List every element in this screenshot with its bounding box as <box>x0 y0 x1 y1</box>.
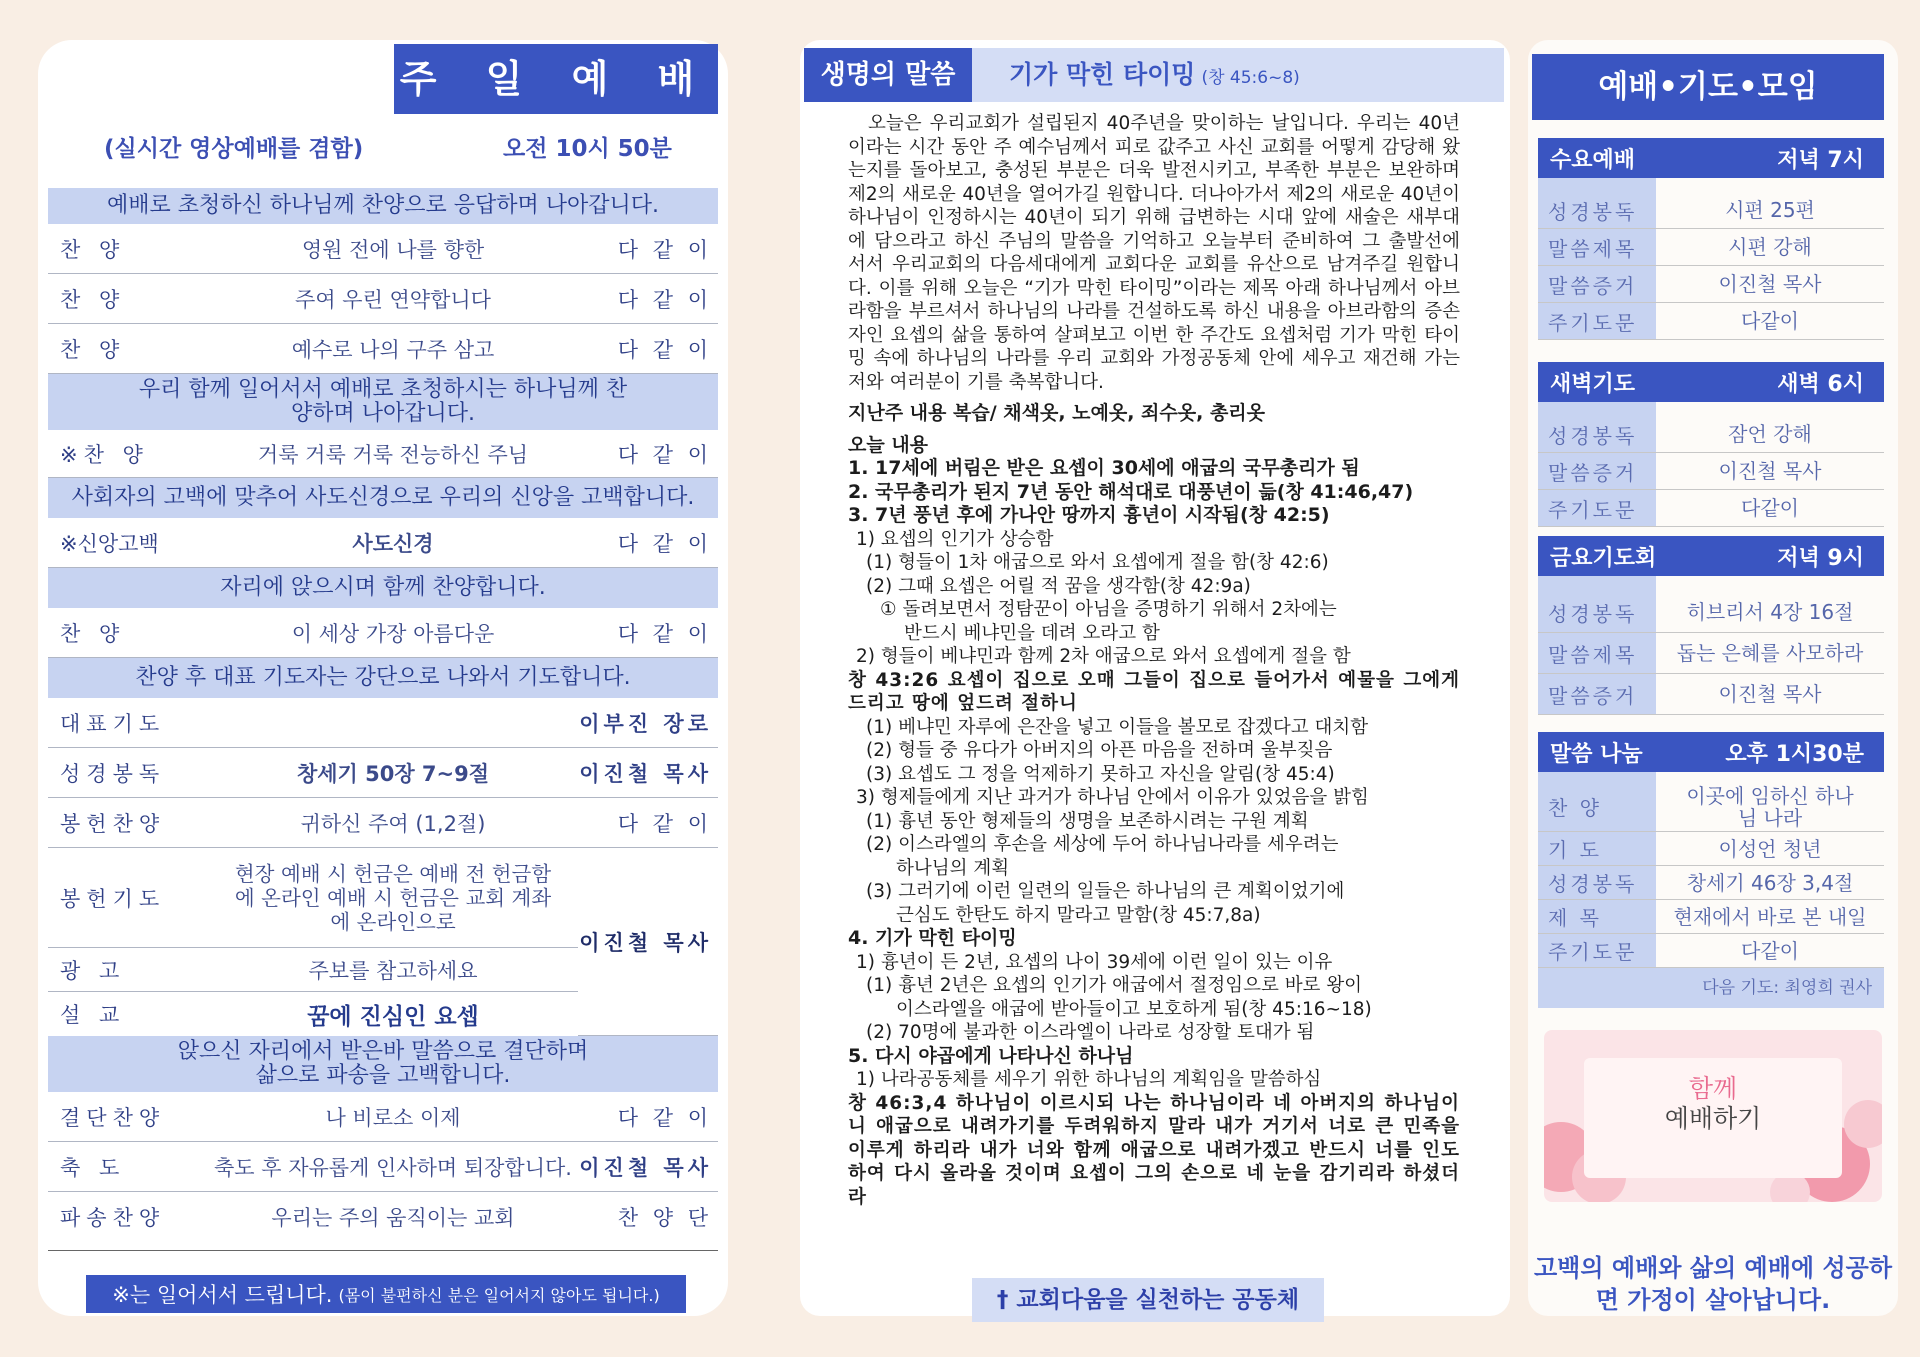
sermon-panel <box>800 40 1510 1316</box>
scripture-quote: 창 46:3,4 하나님이 이르시되 나는 하나님이라 네 아버지의 하나님이니 애굽으로 내려가기를 두려워하지 말라 내가 거기서 너로 큰 민족을 이루게 하리라 내가 너와 함께 애굽으로 내려가겠고 반드시 너를 인도하여 다시 올라올 것이며 요셉이 그의 손으로 네 눈을 감기리라 하셨더라 <box>848 1092 1460 1208</box>
order-row <box>48 608 718 658</box>
sunday-worship-panel <box>38 40 728 1316</box>
schedule-row <box>1538 866 1884 900</box>
row-value: 잠언 강해 <box>1728 422 1812 446</box>
order-item-leader: 다 같 이 <box>617 287 712 312</box>
row-value: 이진철 목사 <box>1718 272 1822 296</box>
banner-title-line2: 예배하기 <box>1664 1104 1762 1133</box>
order-item-label: 찬 양 <box>60 621 126 646</box>
sermon-point: 5. 다시 야곱에게 나타나신 하나님 <box>848 1044 1134 1067</box>
order-item-label: ※신앙고백 <box>60 531 159 556</box>
order-item-content: 귀하신 주여 (1,2절) <box>300 811 486 836</box>
schedule-row <box>1538 416 1884 453</box>
row-label: 주기도문 <box>1538 303 1656 339</box>
order-row <box>48 518 718 568</box>
row-value: 이곳에 임하신 하나님 나라 <box>1686 783 1854 830</box>
order-item-content: 예수로 나의 구주 삼고 <box>291 337 495 362</box>
schedule-row <box>1538 934 1884 968</box>
order-item-leader: 이진철 목사 <box>579 761 712 786</box>
order-item-label: 찬 양 <box>60 337 126 362</box>
schedule-row <box>1538 192 1884 229</box>
order-item-leader: 찬 양 단 <box>617 1206 712 1230</box>
schedule-row <box>1538 592 1884 633</box>
order-item-content: 주여 우린 연약합니다 <box>295 287 491 312</box>
sermon-subpoint: ① 돌려보면서 정탐꾼이 아님을 증명하기 위해서 2차에는 <box>880 599 1337 620</box>
order-item-leader: 다 같 이 <box>617 442 712 467</box>
order-row <box>48 748 718 798</box>
schedule-row <box>1538 832 1884 866</box>
sermon-subpoint: 2) 형들이 베냐민과 함께 2차 애굽으로 와서 요셉에게 절을 함 <box>856 646 1351 667</box>
row-label: 성경봉독 <box>1538 866 1656 899</box>
order-item-label: 봉헌기도 <box>60 886 166 911</box>
sermon-subpoint: (2) 그때 요셉은 어릴 적 꿈을 생각함(창 42:9a) <box>866 575 1251 597</box>
order-row <box>48 698 718 748</box>
banner-title-line1: 함께 <box>1688 1074 1738 1103</box>
row-value: 시편 25편 <box>1725 198 1815 222</box>
order-row <box>48 948 578 992</box>
sermon-title-text: 기가 막힌 타이밍 <box>1009 60 1196 89</box>
schedule-row <box>1538 303 1884 340</box>
order-item-label: 봉헌찬양 <box>60 811 166 836</box>
row-value: 다같이 <box>1741 309 1799 333</box>
section-time: 새벽 6시 <box>1777 371 1864 397</box>
order-item-content: 이 세상 가장 아름다운 <box>291 621 495 646</box>
sermon-point: 1. 17세에 버림은 받은 요셉이 30세에 애굽의 국무총리가 됨 <box>848 457 1360 479</box>
order-item-label: 결단찬양 <box>60 1105 166 1130</box>
order-item-label: 광 고 <box>60 958 126 983</box>
section-header <box>1538 732 1884 772</box>
wednesday-service <box>1538 138 1884 340</box>
sermon-subpoint: (3) 요셉도 그 정을 억제하기 못하고 자신을 알림(창 45:4) <box>866 763 1335 785</box>
instruction-band: 예배로 초청하신 하나님께 찬양으로 응답하며 나아갑니다. <box>48 188 718 224</box>
order-item-content: 사도신경 <box>352 531 434 556</box>
order-item-label: 설 교 <box>60 1003 126 1027</box>
sermon-subpoint: (1) 흉년 2년은 요셉의 인기가 애굽에서 절정임으로 바로 왕이 <box>866 975 1363 996</box>
meetings-panel <box>1528 40 1898 1316</box>
worship-together-banner <box>1544 1030 1882 1202</box>
schedule-row <box>1538 453 1884 490</box>
footnote-small-text: (몸이 불편하신 분은 일어서지 않아도 됩니다.) <box>338 1285 660 1305</box>
row-label: 말씀증거 <box>1538 266 1656 302</box>
sermon-point: 2. 국무총리가 된지 7년 동안 해석대로 대풍년이 듦(창 41:46,47) <box>848 480 1414 503</box>
order-row <box>48 224 718 274</box>
order-item-content: 영원 전에 나를 향한 <box>301 237 485 262</box>
section-time: 저녁 9시 <box>1777 545 1864 571</box>
row-value: 시편 강해 <box>1728 235 1812 259</box>
order-item-label: 대표기도 <box>60 711 166 736</box>
row-label: 제 목 <box>1538 900 1656 933</box>
order-row <box>48 848 578 948</box>
order-item-leader: 다 같 이 <box>617 531 712 556</box>
row-value: 이성언 청년 <box>1718 836 1822 861</box>
sermon-section-tag: 생명의 말씀 <box>804 48 972 102</box>
section-header <box>1538 362 1884 402</box>
footnote-text: ※는 일어서서 드립니다. <box>112 1283 333 1307</box>
order-item-leader: 다 같 이 <box>617 1105 712 1130</box>
next-prayer-note: 다음 기도: 최영희 권사 <box>1538 968 1884 1008</box>
order-item-content: 축도 후 자유롭게 인사하며 퇴장합니다. <box>214 1155 572 1180</box>
row-label: 찬 양 <box>1538 782 1656 831</box>
sermon-header-title <box>1009 48 1300 105</box>
order-item-label: ※찬 양 <box>60 442 149 467</box>
divider <box>48 1250 718 1251</box>
sermon-subpoint: (2) 이스라엘의 후손을 세상에 두어 하나님나라를 세우려는 <box>866 834 1339 855</box>
banner-title <box>1544 1074 1882 1134</box>
order-item-content: 나 비로소 이제 <box>325 1105 461 1130</box>
order-item-leader: 다 같 이 <box>617 621 712 646</box>
sermon-subpoint: (2) 형들 중 유다가 아버지의 아픈 마음을 전하며 울부짖음 <box>866 740 1333 761</box>
sermon-reference: (창 45:6~8) <box>1201 68 1300 88</box>
schedule-row <box>1538 490 1884 527</box>
row-label: 주기도문 <box>1538 490 1656 526</box>
order-item-label: 파송찬양 <box>60 1206 166 1230</box>
schedule-row <box>1538 229 1884 266</box>
order-of-worship <box>48 188 718 1242</box>
order-item-leader: 다 같 이 <box>617 811 712 836</box>
sermon-outline-heading: 오늘 내용 <box>848 433 929 456</box>
order-item-leader: 다 같 이 <box>617 237 712 262</box>
sermon-subpoint: 1) 요셉의 인기가 상승함 <box>856 528 1054 550</box>
sermon-subpoint: 근심도 한탄도 하지 말라고 말함(창 45:7,8a) <box>896 904 1261 926</box>
schedule-row <box>1538 674 1884 715</box>
row-label: 말씀제목 <box>1538 229 1656 265</box>
sermon-subpoint: (1) 흉년 동안 형제들의 생명을 보존하시려는 구원 계획 <box>866 810 1309 832</box>
order-item-label: 성경봉독 <box>60 761 166 786</box>
schedule-row <box>1538 782 1884 832</box>
sermon-subpoint: (1) 형들이 1차 애굽으로 와서 요셉에게 절을 함(창 42:6) <box>866 552 1329 573</box>
order-item-content: 거룩 거룩 거룩 전능하신 주님 <box>257 442 529 467</box>
order-row <box>48 1192 718 1242</box>
row-value: 현재에서 바로 본 내일 <box>1673 904 1867 929</box>
row-value: 히브리서 4장 16절 <box>1686 600 1854 624</box>
worship-time: 오전 10시 50분 <box>503 136 672 162</box>
row-value: 다같이 <box>1741 938 1799 963</box>
row-label: 말씀제목 <box>1538 633 1656 673</box>
row-label: 주기도문 <box>1538 934 1656 967</box>
closing-slogan: 고백의 예배와 삶의 예배에 성공하면 가정이 살아납니다. <box>1534 1254 1892 1314</box>
sermon-point: 4. 기가 막힌 타이밍 <box>848 927 1017 949</box>
order-item-leader: 이진철 목사 <box>579 1155 712 1180</box>
sermon-header <box>804 48 1504 102</box>
row-label: 말씀증거 <box>1538 674 1656 714</box>
schedule-row <box>1538 900 1884 934</box>
sermon-subpoint: (2) 70명에 불과한 이스라엘이 나라로 성장할 토대가 됨 <box>866 1022 1315 1043</box>
instruction-band: 앉으신 자리에서 받은바 말씀으로 결단하며 삶으로 파송을 고백합니다. <box>48 1036 718 1092</box>
row-value: 창세기 46장 3,4절 <box>1686 870 1854 895</box>
row-label: 성경봉독 <box>1538 592 1656 632</box>
sermon-subpoint: 1) 나라공동체를 세우기 위한 하나님의 계획임을 말씀하심 <box>856 1069 1322 1090</box>
meetings-title: 예배•기도•모임 <box>1532 54 1884 120</box>
row-value: 이진철 목사 <box>1718 459 1822 483</box>
sermon-review: 지난주 내용 복습/ 채색옷, 노예옷, 죄수옷, 총리옷 <box>848 402 1266 424</box>
instruction-band: 자리에 앉으시며 함께 찬양합니다. <box>48 568 718 608</box>
sermon-subpoint: (1) 베냐민 자루에 은잔을 넣고 이들을 볼모로 잡겠다고 대치함 <box>866 716 1369 738</box>
sermon-subpoint: 이스라엘을 애굽에 받아들이고 보호하게 됨(창 45:16~18) <box>896 998 1372 1020</box>
order-item-leader: 다 같 이 <box>617 337 712 362</box>
sermon-point: 3. 7년 풍년 후에 가나안 땅까지 흉년이 시작됨(창 42:5) <box>848 504 1330 526</box>
sunday-worship-title: 주 일 예 배 <box>394 44 718 114</box>
section-time: 오후 1시30분 <box>1725 741 1864 767</box>
sermon-subpoint: 3) 형제들에게 지난 과거가 하나님 안에서 이유가 있었음을 밝힘 <box>856 787 1369 808</box>
sermon-subpoint: 1) 흉년이 든 2년, 요셉의 나이 39세에 이런 일이 있는 이유 <box>856 951 1333 973</box>
order-item-label: 찬 양 <box>60 287 126 312</box>
church-motto: † 교회다움을 실천하는 공동체 <box>972 1278 1324 1322</box>
section-name: 말씀 나눔 <box>1550 741 1643 767</box>
order-row <box>48 1142 718 1192</box>
sermon-subpoint: 하나님의 계획 <box>896 857 1010 879</box>
instruction-band: 우리 함께 일어서서 예배로 초청하시는 하나님께 찬양하며 나아갑니다. <box>48 374 718 430</box>
section-header <box>1538 536 1884 576</box>
live-stream-note: (실시간 영상예배를 겸함) <box>104 136 364 162</box>
order-item-content: 창세기 50장 7~9절 <box>296 761 490 786</box>
row-label: 성경봉독 <box>1538 192 1656 228</box>
sermon-subpoint: (3) 그러기에 이런 일련의 일들은 하나님의 큰 계획이었기에 <box>866 881 1345 902</box>
order-row <box>48 798 718 848</box>
section-name: 수요예배 <box>1550 147 1636 173</box>
instruction-band: 찬양 후 대표 기도자는 강단으로 나와서 기도합니다. <box>48 658 718 698</box>
order-item-label: 찬 양 <box>60 237 126 262</box>
order-item-leader: 이부진 장로 <box>579 711 712 736</box>
section-name: 새벽기도 <box>1550 371 1636 397</box>
order-item-label: 축 도 <box>60 1155 126 1180</box>
word-sharing <box>1538 732 1884 1008</box>
order-item-content: 주보를 참고하세요 <box>308 958 478 983</box>
row-value: 다같이 <box>1741 496 1799 520</box>
scripture-quote: 창 43:26 요셉이 집으로 오매 그들이 집으로 들어가서 예물을 그에게 드리고 땅에 엎드려 절하니 <box>848 669 1460 714</box>
sermon-intro: 오늘은 우리교회가 설립된지 40주년을 맞이하는 날입니다. 우리는 40년이라는 시간 동안 주 예수님께서 피로 값주고 사신 교회를 어떻게 감당해 왔는지를 돌아보고, 충성된 부분은 더욱 발전시키고, 부족한 부분은 보완하며 제2의 새로운 40년을 열어가길 원합니다. 더나아가서 제2의 새로운 40년이 하나님이 인정하시는 40년이 되기 위해 급변하는 시대 앞에 새술은 새부대에 담으라고 하신 주님의 말씀을 기억하고 오늘부터 준비하여 그 출발선에 서서 우리교회의 다음세대에게 교회다운 교회를 유산으로 남겨주길 원합니다. 이를 위해 오늘은 “기가 막힌 타이밍”이라는 제목 아래 하나님께서 아브라함을 부르셔서 하나님의 나라를 건설하도록 하신 내용을 아브라함의 증손자인 요셉의 삶을 통하여 살펴보고 이번 한 주간도 요셉처럼 기가 막힌 타이밍 속에 하나님의 나라를 우리 교회와 가정공동체 안에 세우고 재건해 가는 저와 여러분이 기를 축복합니다. <box>848 113 1460 393</box>
order-item-content: 우리는 주의 움직이는 교회 <box>271 1206 515 1230</box>
row-value: 이진철 목사 <box>1718 682 1822 706</box>
row-value: 돕는 은혜를 사모하라 <box>1676 641 1864 665</box>
offering-instruction: 현장 예배 시 헌금은 예배 전 헌금함에 온라인 예배 시 헌금은 교회 계좌에 온라인으로 <box>234 861 552 934</box>
order-row <box>48 992 578 1036</box>
sermon-subpoint: 반드시 베냐민을 데려 오라고 함 <box>904 622 1160 644</box>
section-time: 저녁 7시 <box>1777 147 1864 173</box>
order-row <box>48 324 718 374</box>
sermon-body <box>848 112 1460 1209</box>
order-row <box>48 274 718 324</box>
row-label: 기 도 <box>1538 832 1656 865</box>
offering-group <box>48 848 718 1036</box>
standing-footnote <box>86 1275 686 1313</box>
section-header <box>1538 138 1884 178</box>
dawn-prayer <box>1538 362 1884 527</box>
instruction-band: 사회자의 고백에 맞추어 사도신경으로 우리의 신앙을 고백합니다. <box>48 478 718 518</box>
row-label: 말씀증거 <box>1538 453 1656 489</box>
section-name: 금요기도회 <box>1550 545 1657 571</box>
order-item-leader: 이진철 목사 <box>578 848 718 1036</box>
schedule-row <box>1538 266 1884 303</box>
sermon-title: 꿈에 진심인 요셉 <box>307 1003 479 1030</box>
row-label: 성경봉독 <box>1538 416 1656 452</box>
order-row <box>48 430 718 478</box>
order-row <box>48 1092 718 1142</box>
schedule-row <box>1538 633 1884 674</box>
friday-prayer <box>1538 536 1884 715</box>
